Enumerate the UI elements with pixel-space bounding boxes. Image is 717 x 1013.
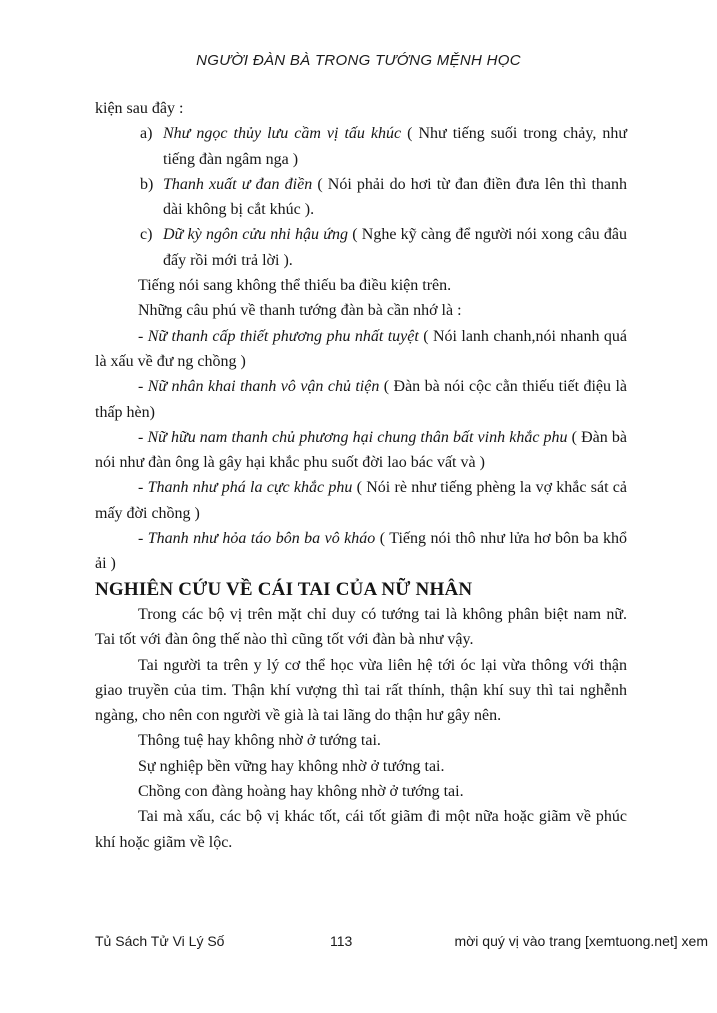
phu-item	[95, 374, 627, 425]
phu-explanation: ( Đàn bà nói như đàn ông là gây hại khắc phu suốt đời lao bác vất và )	[95, 428, 627, 472]
list-marker: c)	[140, 226, 153, 244]
condition-explanation: ( Như tiếng suối trong chảy, như tiếng đàn ngâm nga )	[163, 125, 628, 168]
footer-site-note: mời quý vị vào trang [xemtuong.net] xem	[454, 933, 708, 949]
condition-phrase: Thanh xuất ư đan điền	[163, 175, 313, 193]
phu-phrase: - Thanh như hỏa táo bôn ba vô kháo	[138, 530, 376, 548]
opening-line: kiện sau đây :	[95, 100, 184, 117]
condition-item-a	[95, 121, 627, 172]
page-footer	[0, 933, 717, 955]
phu-item	[95, 526, 627, 577]
phu-explanation: ( Tiếng nói thô như lửa hơ bôn ba khổ ải )	[95, 530, 628, 573]
condition-explanation: ( Nghe kỹ càng để người nói xong câu đâu đấy rồi mới trả lời ).	[163, 226, 628, 269]
condition-phrase: Dữ kỳ ngôn cửu nhi hậu ứng	[163, 226, 348, 244]
phu-explanation: ( Nói rè như tiếng phèng la vợ khắc sát cả mấy đời chồng )	[95, 479, 628, 522]
phu-intro-paragraph: Những câu phú về thanh tướng đàn bà cần nhớ là :	[138, 302, 462, 320]
section-paragraph: Thông tuệ hay không nhờ ở tướng tai.	[138, 732, 381, 750]
phu-item	[95, 324, 627, 375]
section-paragraph: Sự nghiệp bền vững hay không nhờ ở tướng tai.	[138, 757, 445, 775]
condition-explanation: ( Nói phải do hơi từ đan điền đưa lên thì thanh dài không bị cắt khúc ).	[163, 175, 627, 219]
section-paragraph: Trong các bộ vị trên mặt chỉ duy có tướng tai là không phân biệt nam nữ. Tai tốt với đàn ông thế nào thì cũng tốt với đàn bà như vậy.	[95, 605, 627, 649]
condition-item-c	[95, 222, 627, 273]
phu-item	[95, 475, 627, 526]
phu-phrase: - Nữ hữu nam thanh chủ phương hại chung thân bất vinh khắc phu	[138, 428, 568, 446]
page-body	[95, 96, 627, 855]
condition-phrase: Như ngọc thủy lưu cầm vị tấu khúc	[163, 125, 402, 143]
footer-series-title: Tủ Sách Tử Vi Lý Số	[95, 933, 225, 949]
section-paragraph: Chồng con đàng hoàng hay không nhờ ở tướng tai.	[138, 783, 464, 801]
list-marker: b)	[140, 175, 154, 193]
running-header-title: NGƯỜI ĐÀN BÀ TRONG TƯỚNG MỆNH HỌC	[196, 52, 521, 69]
phu-explanation: ( Nói lanh chanh,nói nhanh quá là xấu về đư ng chồng )	[95, 327, 628, 370]
phu-phrase: - Thanh như phá la cực khắc phu	[138, 479, 353, 497]
footer-page-number: 113	[330, 933, 353, 949]
phu-phrase: - Nữ thanh cấp thiết phương phu nhất tuyệt	[138, 327, 419, 345]
section-paragraph: Tai người ta trên y lý cơ thể học vừa liên hệ tới óc lại vừa thông với thận giao truyền của tim. Thận khí vượng thì tai rất thính, thận khí suy thì tai nghễnh ngàng, cho nên con người về già là tai lãng do thận hư gây nên.	[95, 656, 627, 725]
condition-item-b	[95, 172, 627, 223]
phu-explanation: ( Đàn bà nói cộc cằn thiếu tiết điệu là thấp hèn)	[95, 378, 627, 421]
list-marker: a)	[140, 125, 153, 143]
section-paragraph: Tai mà xấu, các bộ vị khác tốt, cái tốt giãm đi một nữa hoặc giãm về phúc khí hoặc giãm về lộc.	[95, 808, 627, 851]
section-heading: NGHIÊN CỨU VỀ CÁI TAI CỦA NỮ NHÂN	[95, 578, 473, 600]
phu-item	[95, 425, 627, 476]
paragraph-after-list: Tiếng nói sang không thể thiếu ba điều kiện trên.	[138, 277, 452, 295]
phu-phrase: - Nữ nhân khai thanh vô vận chủ tiện	[138, 378, 380, 396]
